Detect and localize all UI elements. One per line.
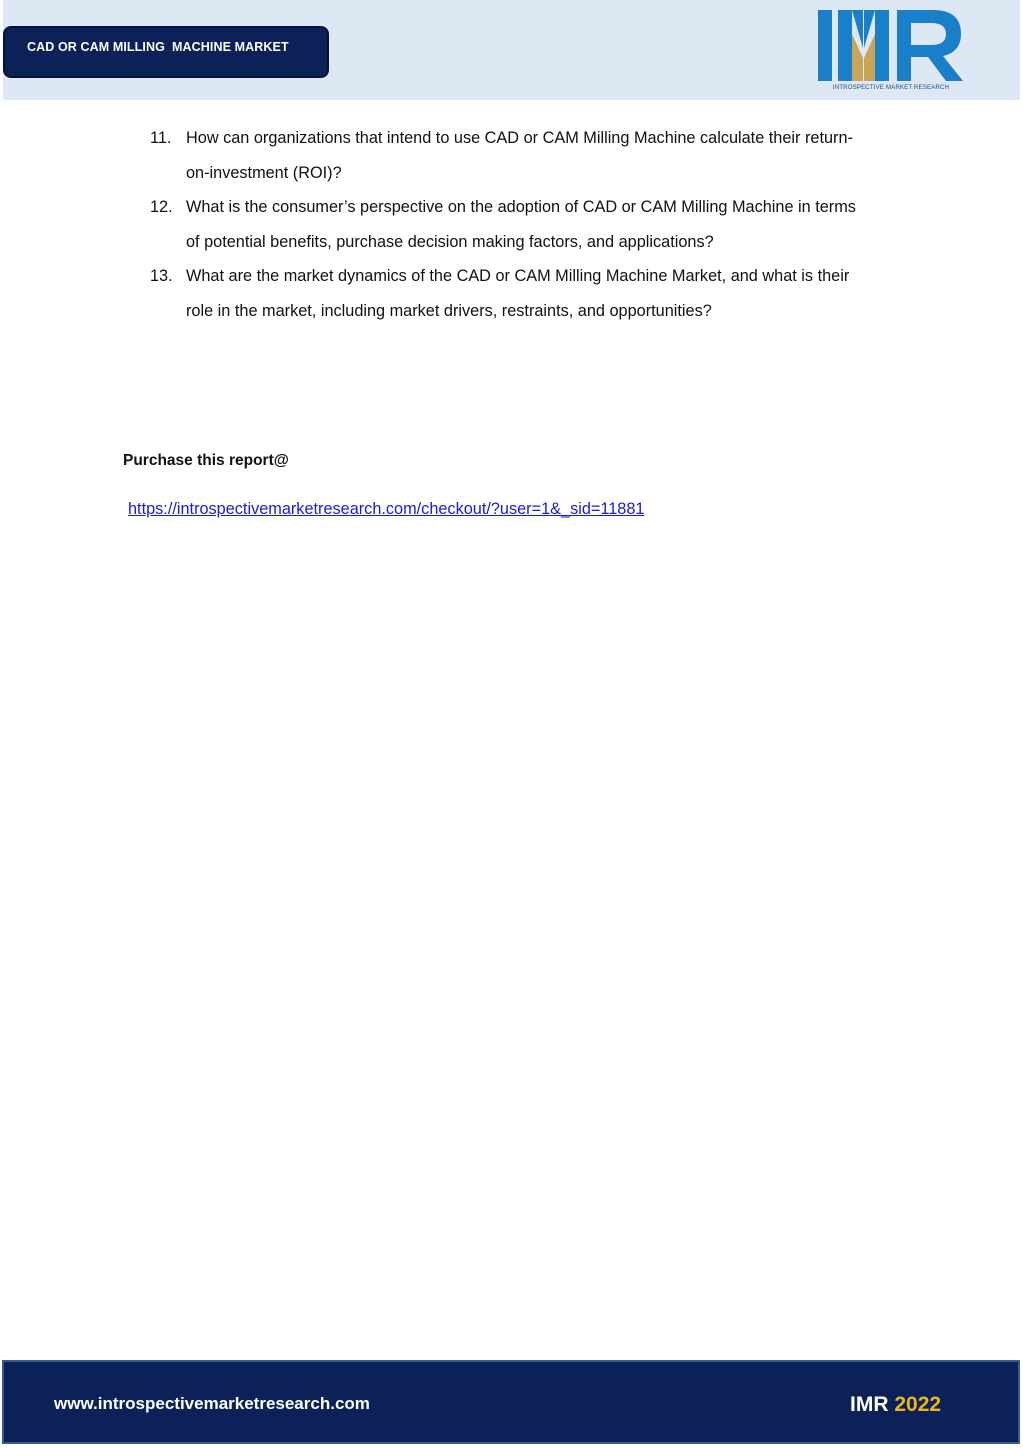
purchase-link[interactable]: https://introspectivemarketresearch.com/checkout/?user=1&_sid=11881 [128, 500, 645, 518]
footer-year: 2022 [894, 1393, 942, 1416]
report-title-badge: CAD OR CAM MILLING MACHINE MARKET [3, 26, 329, 78]
question-list [150, 121, 910, 328]
footer-website: www.introspectivemarketresearch.com [54, 1394, 370, 1413]
list-item-number: 13. [150, 267, 173, 285]
page-header [3, 0, 1020, 100]
list-item-line: What is the consumer’s perspective on the adoption of CAD or CAM Milling Machine in terms [186, 198, 856, 216]
list-item-line: role in the market, including market drivers, restraints, and opportunities? [186, 301, 712, 320]
list-item-number: 12. [150, 198, 173, 216]
list-item [150, 121, 910, 190]
purchase-heading: Purchase this report@ [123, 452, 289, 469]
footer-brand-name: IMR [850, 1393, 889, 1416]
list-item-line: on-investment (ROI)? [186, 163, 342, 182]
imr-logo-icon [815, 8, 967, 84]
logo-subtitle: INTROSPECTIVE MARKET RESEARCH [832, 84, 950, 91]
page-footer [2, 1360, 1020, 1444]
list-item [150, 259, 910, 328]
list-item-line: What are the market dynamics of the CAD or CAM Milling Machine Market, and what is their [186, 267, 850, 285]
list-item [150, 190, 910, 259]
list-item-number: 11. [150, 129, 172, 147]
imr-logo [815, 8, 967, 96]
footer-brand [850, 1393, 941, 1417]
list-item-line: How can organizations that intend to use CAD or CAM Milling Machine calculate their return- [186, 129, 853, 147]
list-item-line: of potential benefits, purchase decision making factors, and applications? [186, 232, 714, 251]
